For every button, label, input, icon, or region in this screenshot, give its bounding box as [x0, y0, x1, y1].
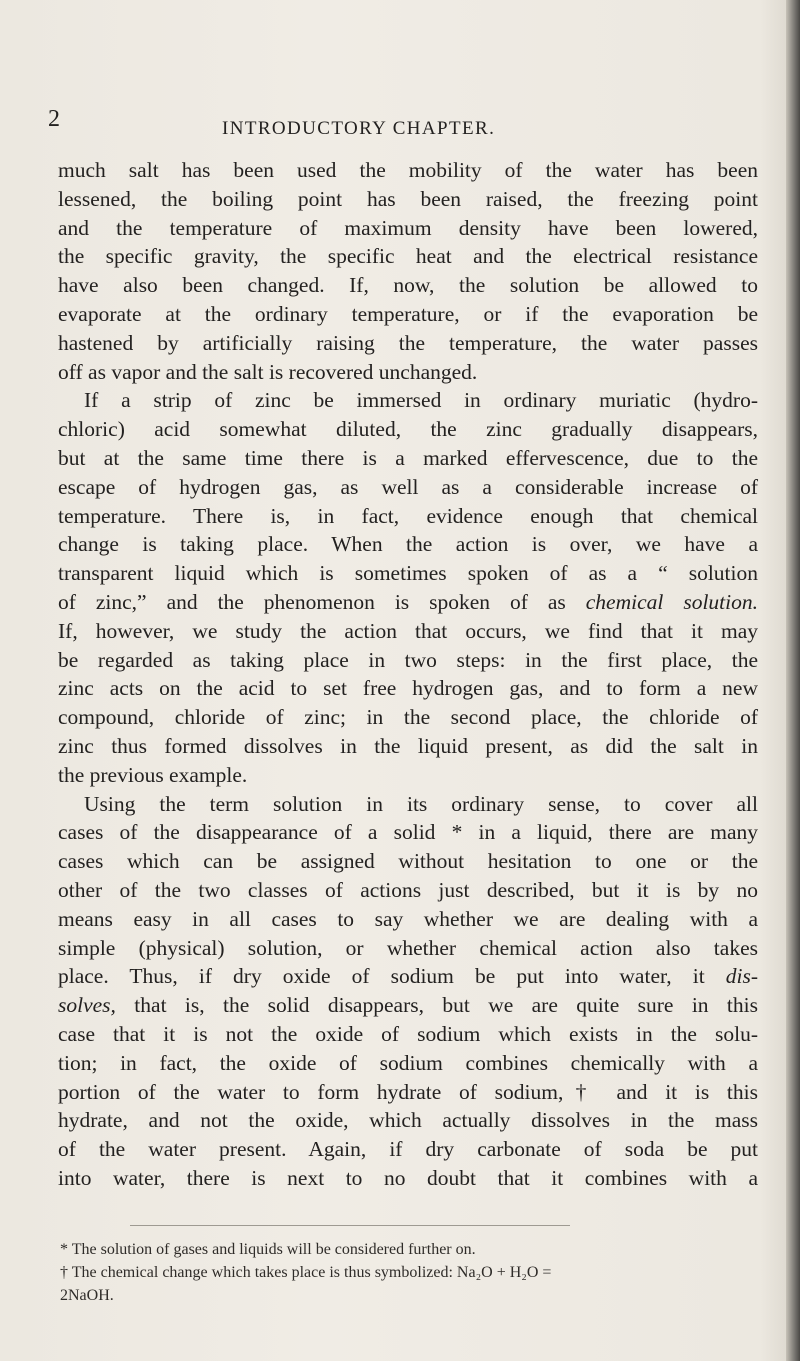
text-segment: that is, the solid disappears, but we are quite sure in this	[115, 993, 758, 1018]
text-line: cases of the disappearance of a solid * in a liquid, there are many	[58, 820, 758, 845]
footnote-continuation: 2NaOH.	[60, 1287, 114, 1304]
text-line: zinc acts on the acid to set free hydrogen gas, and to form a new	[58, 676, 758, 701]
text-line: simple (physical) solution, or whether chemical action also takes	[58, 935, 758, 960]
text-line: off as vapor and the salt is recovered unchanged.	[58, 359, 478, 384]
text-line: temperature. There is, in fact, evidence enough that chemical	[58, 503, 758, 528]
text-line: much salt has been used the mobility of the water has been	[58, 158, 758, 182]
text-line: the previous example.	[58, 762, 248, 787]
italic-term: solves,	[58, 993, 116, 1018]
text-line-with-italic	[58, 962, 758, 991]
text-line: hydrate, and not the oxide, which actually dissolves in the mass	[58, 1108, 758, 1133]
body-text	[58, 156, 770, 1193]
footnotes	[60, 1238, 770, 1307]
text-line: and the temperature of maximum density have been lowered,	[58, 215, 758, 240]
text-line: tion; in fact, the oxide of sodium combines chemically with a	[58, 1050, 758, 1075]
text-line: If a strip of zinc be immersed in ordinary muriatic (hydro-	[84, 388, 758, 413]
footnote-rule	[130, 1225, 570, 1226]
text-line: into water, there is next to no doubt that it combines with a	[58, 1165, 758, 1190]
text-line: hastened by artificially raising the temperature, the water passes	[58, 330, 758, 355]
footnote: * The solution of gases and liquids will be considered further on.	[60, 1241, 476, 1258]
text-line: lessened, the boiling point has been raised, the freezing point	[58, 186, 758, 211]
text-line: compound, chloride of zinc; in the second place, the chloride of	[58, 705, 758, 730]
text-segment: of zinc,” and the phenomenon is spoken of as	[58, 589, 586, 614]
italic-term: chemical solution.	[585, 589, 758, 614]
text-line: chloric) acid somewhat diluted, the zinc gradually disappears,	[58, 417, 758, 442]
text-line-with-italic	[58, 991, 758, 1020]
text-line: have also been changed. If, now, the solution be allowed to	[58, 273, 758, 298]
text-line: portion of the water to form hydrate of sodium,† and it is this	[58, 1079, 758, 1104]
text-line: but at the same time there is a marked effervescence, due to the	[58, 445, 758, 470]
page-edge-shadow	[786, 0, 800, 1361]
text-line: of the water present. Again, if dry carbonate of soda be put	[58, 1137, 758, 1162]
text-line: other of the two classes of actions just described, but it is by no	[58, 877, 758, 902]
text-line: cases which can be assigned without hesitation to one or the	[58, 849, 758, 874]
text-line: the specific gravity, the specific heat and the electrical resistance	[58, 244, 758, 269]
running-head: INTRODUCTORY CHAPTER.	[222, 118, 496, 139]
text-line: evaporate at the ordinary temperature, or if the evaporation be	[58, 301, 758, 326]
text-line: zinc thus formed dissolves in the liquid present, as did the salt in	[58, 733, 758, 758]
text-line: change is taking place. When the action is over, we have a	[58, 532, 758, 557]
text-line-with-italic	[58, 588, 758, 617]
text-line: means easy in all cases to say whether we are dealing with a	[58, 906, 758, 931]
text-line: escape of hydrogen gas, as well as a considerable increase of	[58, 474, 758, 499]
text-segment: place. Thus, if dry oxide of sodium be put into water, it	[58, 964, 726, 989]
footnote: † The chemical change which takes place is thus symbolized: Na₂O + H₂O =	[60, 1264, 552, 1281]
text-line: case that it is not the oxide of sodium which exists in the solu-	[58, 1021, 758, 1046]
text-line: be regarded as taking place in two steps: in the first place, the	[58, 647, 758, 672]
italic-term: dis-	[725, 964, 758, 989]
text-line: Using the term solution in its ordinary sense, to cover all	[84, 791, 758, 816]
page-number: 2	[48, 106, 60, 132]
text-line: If, however, we study the action that occurs, we find that it may	[58, 618, 758, 643]
text-line: transparent liquid which is sometimes spoken of as a “ solution	[58, 561, 758, 586]
